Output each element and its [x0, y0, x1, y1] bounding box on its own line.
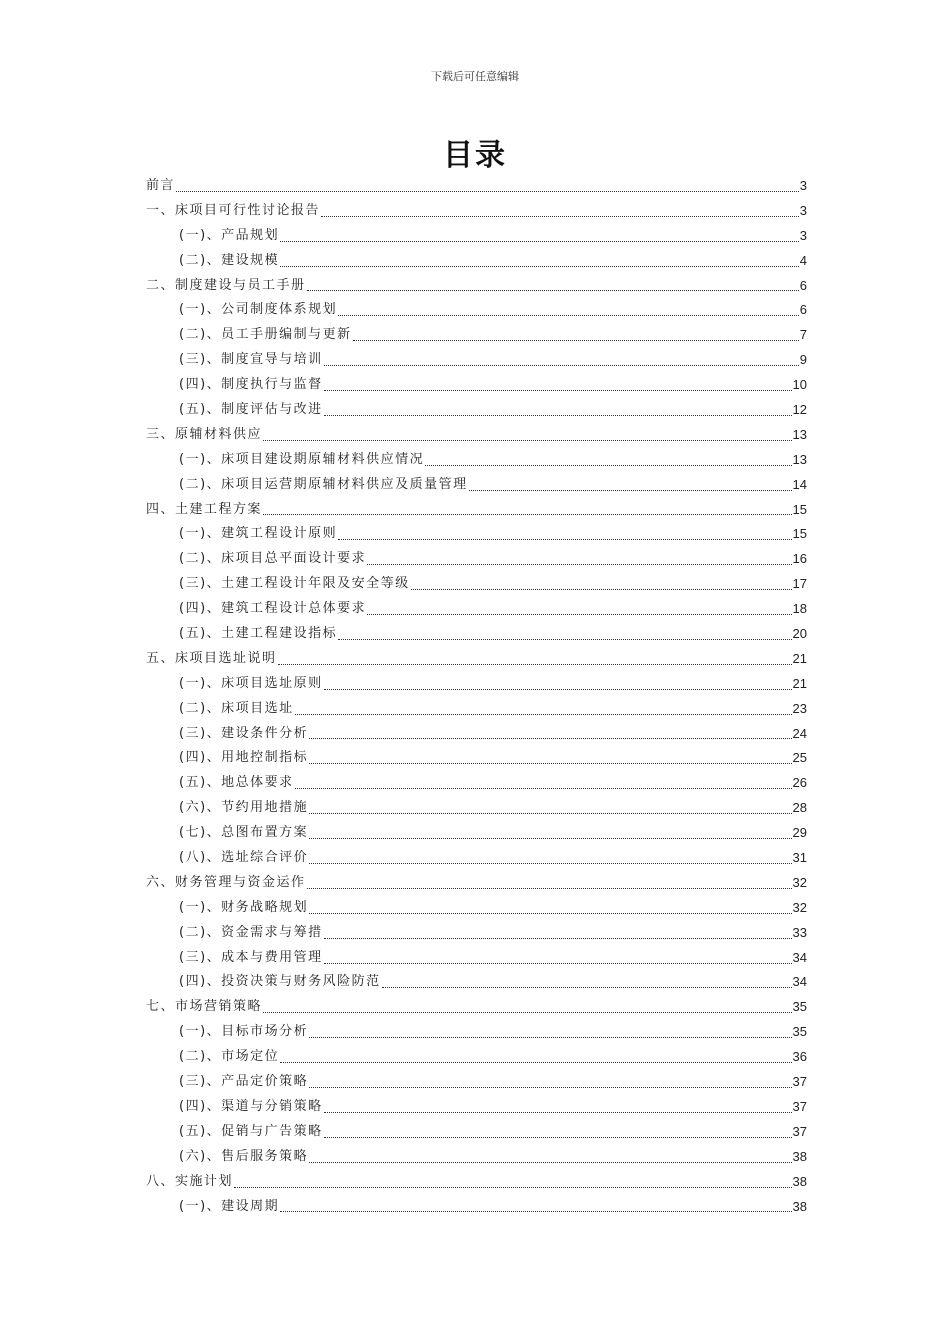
toc-entry-page-number: 20 [792, 626, 807, 642]
toc-entry[interactable] [146, 921, 807, 946]
toc-entry-label: 六、财务管理与资金运作 [146, 874, 306, 890]
toc-entry-page-number: 34 [792, 974, 807, 990]
toc-entry-label: (二)、市场定位 [179, 1049, 280, 1065]
toc-entry[interactable] [146, 1145, 807, 1170]
toc-entry-page-number: 14 [792, 476, 807, 492]
toc-entry-label: (五)、地总体要求 [179, 775, 294, 791]
toc-entry-label: (一)、建设周期 [179, 1198, 280, 1214]
toc-dot-leader [367, 564, 791, 565]
toc-entry[interactable] [146, 522, 807, 547]
toc-entry-page-number: 15 [792, 501, 807, 517]
toc-dot-leader [324, 963, 792, 964]
toc-dot-leader [309, 838, 791, 839]
toc-entry-page-number: 26 [792, 775, 807, 791]
toc-dot-leader [382, 987, 792, 988]
toc-entry-label: (四)、制度执行与监督 [179, 377, 323, 393]
toc-dot-leader [324, 689, 792, 690]
toc-dot-leader [338, 539, 791, 540]
toc-entry-page-number: 31 [792, 850, 807, 866]
toc-entry-page-number: 6 [799, 302, 807, 318]
toc-dot-leader [309, 763, 791, 764]
toc-entry-label: (一)、目标市场分析 [179, 1024, 309, 1040]
toc-dot-leader [309, 913, 791, 914]
toc-dot-leader [338, 315, 799, 316]
toc-dot-leader [280, 266, 799, 267]
toc-dot-leader [309, 813, 791, 814]
toc-entry-label: (四)、投资决策与财务风险防范 [179, 974, 381, 990]
toc-entry-label: (二)、员工手册编制与更新 [179, 327, 352, 343]
toc-entry[interactable] [146, 946, 807, 971]
toc-entry[interactable] [146, 249, 807, 274]
toc-entry[interactable] [146, 697, 807, 722]
toc-entry-page-number: 32 [792, 899, 807, 915]
toc-entry-page-number: 3 [799, 177, 807, 193]
toc-entry-label: (三)、土建工程设计年限及安全等级 [179, 576, 410, 592]
toc-entry-page-number: 28 [792, 800, 807, 816]
toc-entry[interactable] [146, 746, 807, 771]
toc-entry-page-number: 3 [799, 227, 807, 243]
toc-entry-page-number: 36 [792, 1049, 807, 1065]
toc-entry-page-number: 3 [799, 202, 807, 218]
toc-entry-page-number: 6 [799, 277, 807, 293]
toc-entry-label: (四)、渠道与分销策略 [179, 1098, 323, 1114]
toc-entry-page-number: 17 [792, 576, 807, 592]
toc-entry-page-number: 24 [792, 725, 807, 741]
toc-entry-page-number: 34 [792, 949, 807, 965]
toc-dot-leader [176, 191, 799, 192]
toc-entry-page-number: 25 [792, 750, 807, 766]
toc-entry-page-number: 21 [792, 675, 807, 691]
toc-entry-page-number: 15 [792, 526, 807, 542]
toc-entry[interactable] [146, 1095, 807, 1120]
toc-entry[interactable] [146, 622, 807, 647]
page-title: 目录 [443, 138, 507, 173]
toc-entry-label: (三)、建设条件分析 [179, 725, 309, 741]
toc-dot-leader [309, 738, 791, 739]
toc-entry[interactable] [146, 771, 807, 796]
toc-entry[interactable] [146, 1045, 807, 1070]
toc-entry-page-number: 38 [792, 1198, 807, 1214]
toc-entry-label: (一)、床项目建设期原辅材料供应情况 [179, 451, 425, 467]
toc-entry-label: (一)、建筑工程设计原则 [179, 526, 338, 542]
toc-dot-leader [307, 888, 792, 889]
toc-entry[interactable] [146, 448, 807, 473]
toc-entry[interactable] [146, 547, 807, 572]
toc-entry-page-number: 16 [792, 551, 807, 567]
toc-entry-label: (二)、建设规模 [179, 252, 280, 268]
toc-entry[interactable] [146, 323, 807, 348]
toc-entry-label: (五)、制度评估与改进 [179, 402, 323, 417]
toc-entry-label: (一)、床项目选址原则 [179, 675, 323, 691]
toc-entry[interactable] [146, 871, 807, 896]
toc-entry-label: 七、市场营销策略 [146, 999, 263, 1015]
toc-entry[interactable] [146, 1170, 807, 1195]
toc-entry[interactable] [146, 971, 807, 996]
toc-dot-leader [411, 589, 792, 590]
toc-entry[interactable] [146, 572, 807, 597]
toc-entry[interactable] [146, 846, 807, 871]
toc-entry[interactable] [146, 199, 807, 224]
toc-entry-page-number: 35 [792, 999, 807, 1015]
toc-entry-label: (二)、床项目总平面设计要求 [179, 551, 367, 567]
toc-dot-leader [309, 1162, 791, 1163]
toc-dot-leader [307, 290, 799, 291]
toc-entry-page-number: 18 [792, 601, 807, 617]
toc-entry-page-number: 23 [792, 700, 807, 716]
toc-entry-label: (一)、公司制度体系规划 [179, 302, 338, 318]
toc-dot-leader [324, 1137, 792, 1138]
header-note: 下载后可任意编辑 [431, 70, 519, 83]
toc-entry-label: (七)、总图布置方案 [179, 825, 309, 841]
toc-entry-label: (六)、售后服务策略 [179, 1148, 309, 1164]
toc-entry[interactable] [146, 1120, 807, 1145]
toc-entry-label: (四)、用地控制指标 [179, 750, 309, 766]
toc-dot-leader [309, 1037, 791, 1038]
toc-dot-leader [263, 440, 792, 441]
toc-entry-page-number: 38 [792, 1173, 807, 1189]
toc-entry-label: 八、实施计划 [146, 1173, 234, 1189]
toc-dot-leader [425, 465, 791, 466]
toc-dot-leader [321, 216, 799, 217]
toc-entry-page-number: 37 [792, 1098, 807, 1114]
toc-dot-leader [278, 664, 792, 665]
toc-entry-page-number: 12 [792, 402, 807, 417]
toc-entry-page-number: 4 [799, 252, 807, 268]
toc-entry[interactable] [146, 896, 807, 921]
toc-entry-label: 五、床项目选址说明 [146, 650, 277, 666]
toc-dot-leader [309, 1087, 791, 1088]
toc-entry-label: (三)、产品定价策略 [179, 1074, 309, 1090]
toc-entry-label: (一)、财务战略规划 [179, 899, 309, 915]
toc-entry[interactable] [146, 796, 807, 821]
toc-entry[interactable] [146, 1020, 807, 1045]
toc-entry[interactable] [146, 174, 807, 199]
toc-entry-label: (三)、制度宣导与培训 [179, 352, 323, 368]
toc-entry-label: 一、床项目可行性讨论报告 [146, 202, 321, 218]
toc-dot-leader [234, 1187, 792, 1188]
toc-dot-leader [324, 365, 799, 366]
toc-entry-page-number: 35 [792, 1024, 807, 1040]
toc-dot-leader [295, 714, 792, 715]
toc-dot-leader [353, 340, 799, 341]
toc-entry-page-number: 29 [792, 825, 807, 841]
toc-entry-label: (二)、资金需求与筹措 [179, 924, 323, 940]
toc-entry-label: (三)、成本与费用管理 [179, 949, 323, 965]
toc-entry[interactable] [146, 473, 807, 498]
toc-entry-label: 二、制度建设与员工手册 [146, 277, 306, 293]
toc-entry[interactable] [146, 224, 807, 249]
toc-dot-leader [324, 390, 792, 391]
toc-entry-page-number: 10 [792, 377, 807, 393]
toc-entry[interactable] [146, 398, 807, 423]
toc-entry-label: (一)、产品规划 [179, 227, 280, 243]
toc-entry[interactable] [146, 1070, 807, 1095]
toc-entry-label: (八)、选址综合评价 [179, 850, 309, 866]
toc-entry-page-number: 9 [799, 352, 807, 368]
toc-entry-label: 三、原辅材料供应 [146, 426, 263, 442]
toc-entry[interactable] [146, 373, 807, 398]
toc-entry-label: (二)、床项目选址 [179, 700, 294, 716]
toc-entry[interactable] [146, 274, 807, 299]
toc-entry[interactable] [146, 722, 807, 747]
toc-dot-leader [295, 788, 792, 789]
toc-entry[interactable] [146, 348, 807, 373]
toc-dot-leader [367, 614, 791, 615]
toc-dot-leader [338, 639, 791, 640]
toc-entry-label: (六)、节约用地措施 [179, 800, 309, 816]
toc-entry-page-number: 32 [792, 874, 807, 890]
toc-entry[interactable] [146, 647, 807, 672]
toc-entry-label: (五)、促销与广告策略 [179, 1123, 323, 1139]
toc-entry[interactable] [146, 498, 807, 523]
toc-dot-leader [324, 415, 792, 416]
toc-dot-leader [263, 1012, 792, 1013]
toc-dot-leader [324, 938, 792, 939]
toc-dot-leader [309, 863, 791, 864]
toc-entry[interactable] [146, 672, 807, 697]
toc-dot-leader [280, 1211, 791, 1212]
toc-dot-leader [324, 1112, 792, 1113]
toc-entry[interactable] [146, 1195, 807, 1220]
toc-dot-leader [280, 1062, 791, 1063]
toc-entry[interactable] [146, 597, 807, 622]
toc-entry[interactable] [146, 298, 807, 323]
toc-dot-leader [263, 514, 792, 515]
toc-dot-leader [280, 241, 799, 242]
toc-entry-page-number: 21 [792, 650, 807, 666]
toc-entry-label: (五)、土建工程建设指标 [179, 626, 338, 642]
toc-entry-page-number: 37 [792, 1123, 807, 1139]
toc-entry[interactable] [146, 821, 807, 846]
table-of-contents [146, 174, 807, 1219]
toc-entry[interactable] [146, 423, 807, 448]
toc-entry-page-number: 13 [792, 451, 807, 467]
toc-entry-label: (四)、建筑工程设计总体要求 [179, 601, 367, 617]
toc-entry-page-number: 7 [799, 327, 807, 343]
toc-entry-label: 前言 [146, 177, 176, 193]
toc-entry-page-number: 37 [792, 1074, 807, 1090]
toc-entry-label: (二)、床项目运营期原辅材料供应及质量管理 [179, 476, 468, 492]
toc-entry-page-number: 13 [792, 426, 807, 442]
toc-entry-page-number: 38 [792, 1148, 807, 1164]
toc-entry[interactable] [146, 995, 807, 1020]
toc-dot-leader [469, 490, 792, 491]
toc-entry-page-number: 33 [792, 924, 807, 940]
toc-entry-label: 四、土建工程方案 [146, 501, 263, 517]
